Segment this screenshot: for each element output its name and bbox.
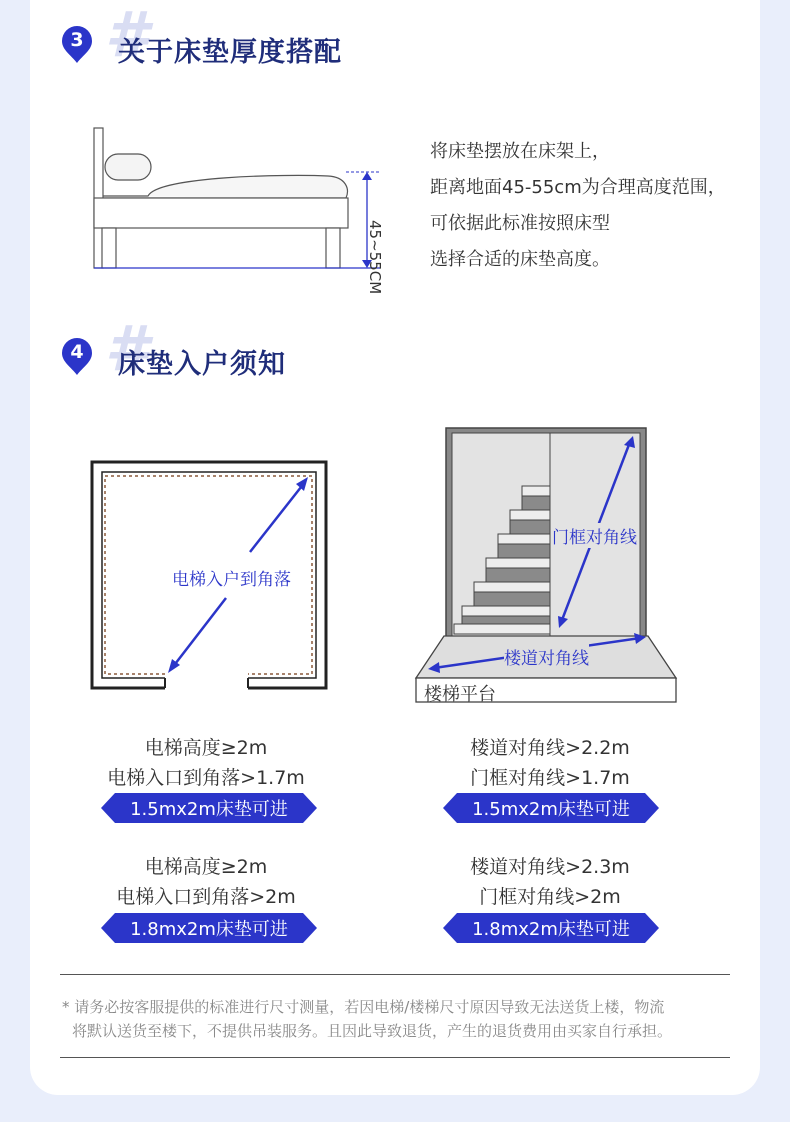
section-4-title: 床垫入户须知 xyxy=(118,349,286,380)
mattress-tag xyxy=(443,913,659,943)
section-3-title: 关于床垫厚度搭配 xyxy=(118,37,342,68)
section-3-badge xyxy=(60,26,94,64)
requirement-text: 电梯高度≥2m xyxy=(144,737,268,759)
divider xyxy=(60,974,730,975)
mattress-tag-label: 1.8mx2m床垫可进 xyxy=(472,919,630,940)
section-4-number: 4 xyxy=(70,341,84,363)
description-line: 选择合适的床垫高度。 xyxy=(430,249,610,270)
divider xyxy=(60,1057,730,1058)
mattress-tag xyxy=(101,913,317,943)
hash-decoration: # xyxy=(105,0,149,71)
requirement-text: 电梯入口到角落>2m xyxy=(116,886,296,908)
description-line: 距离地面45-55cm为合理高度范围， xyxy=(430,177,726,198)
door-frame-label: 门框对角线 xyxy=(552,523,637,548)
requirement-text: 电梯入口到角落>1.7m xyxy=(107,767,305,789)
footnote-line: * 请务必按客服提供的标准进行尺寸测量，若因电梯/楼梯尺寸原因导致无法送货上楼，物流 xyxy=(62,998,665,1016)
footnote-line: 将默认送货至楼下，不提供吊装服务。且因此导致退货，产生的退货费用由买家自行承担。 xyxy=(72,1022,673,1040)
height-label: 45~55CM xyxy=(366,220,384,295)
requirement-text: 楼道对角线>2.3m xyxy=(470,856,630,878)
requirement-text: 楼道对角线>2.2m xyxy=(470,737,630,759)
description-line: 可依据此标准按照床型 xyxy=(430,213,610,234)
platform-label: 楼梯平台 xyxy=(424,684,496,705)
requirement-text: 门框对角线>1.7m xyxy=(470,767,630,789)
stair-label: 楼道对角线 xyxy=(504,644,589,669)
mattress-tag-label: 1.5mx2m床垫可进 xyxy=(472,799,630,820)
section-4-badge xyxy=(60,338,94,376)
bed-height-diagram xyxy=(88,124,398,274)
elevator-label: 电梯入户到角落 xyxy=(172,565,291,590)
description-line: 将床垫摆放在床架上， xyxy=(430,141,610,162)
section-3-number: 3 xyxy=(70,29,84,51)
mattress-tag xyxy=(101,793,317,823)
requirement-text: 电梯高度≥2m xyxy=(144,856,268,878)
mattress-tag-label: 1.5mx2m床垫可进 xyxy=(130,799,288,820)
mattress-tag-label: 1.8mx2m床垫可进 xyxy=(130,919,288,940)
mattress-tag xyxy=(443,793,659,823)
requirement-text: 门框对角线>2m xyxy=(479,886,621,908)
hash-decoration: # xyxy=(105,312,149,385)
